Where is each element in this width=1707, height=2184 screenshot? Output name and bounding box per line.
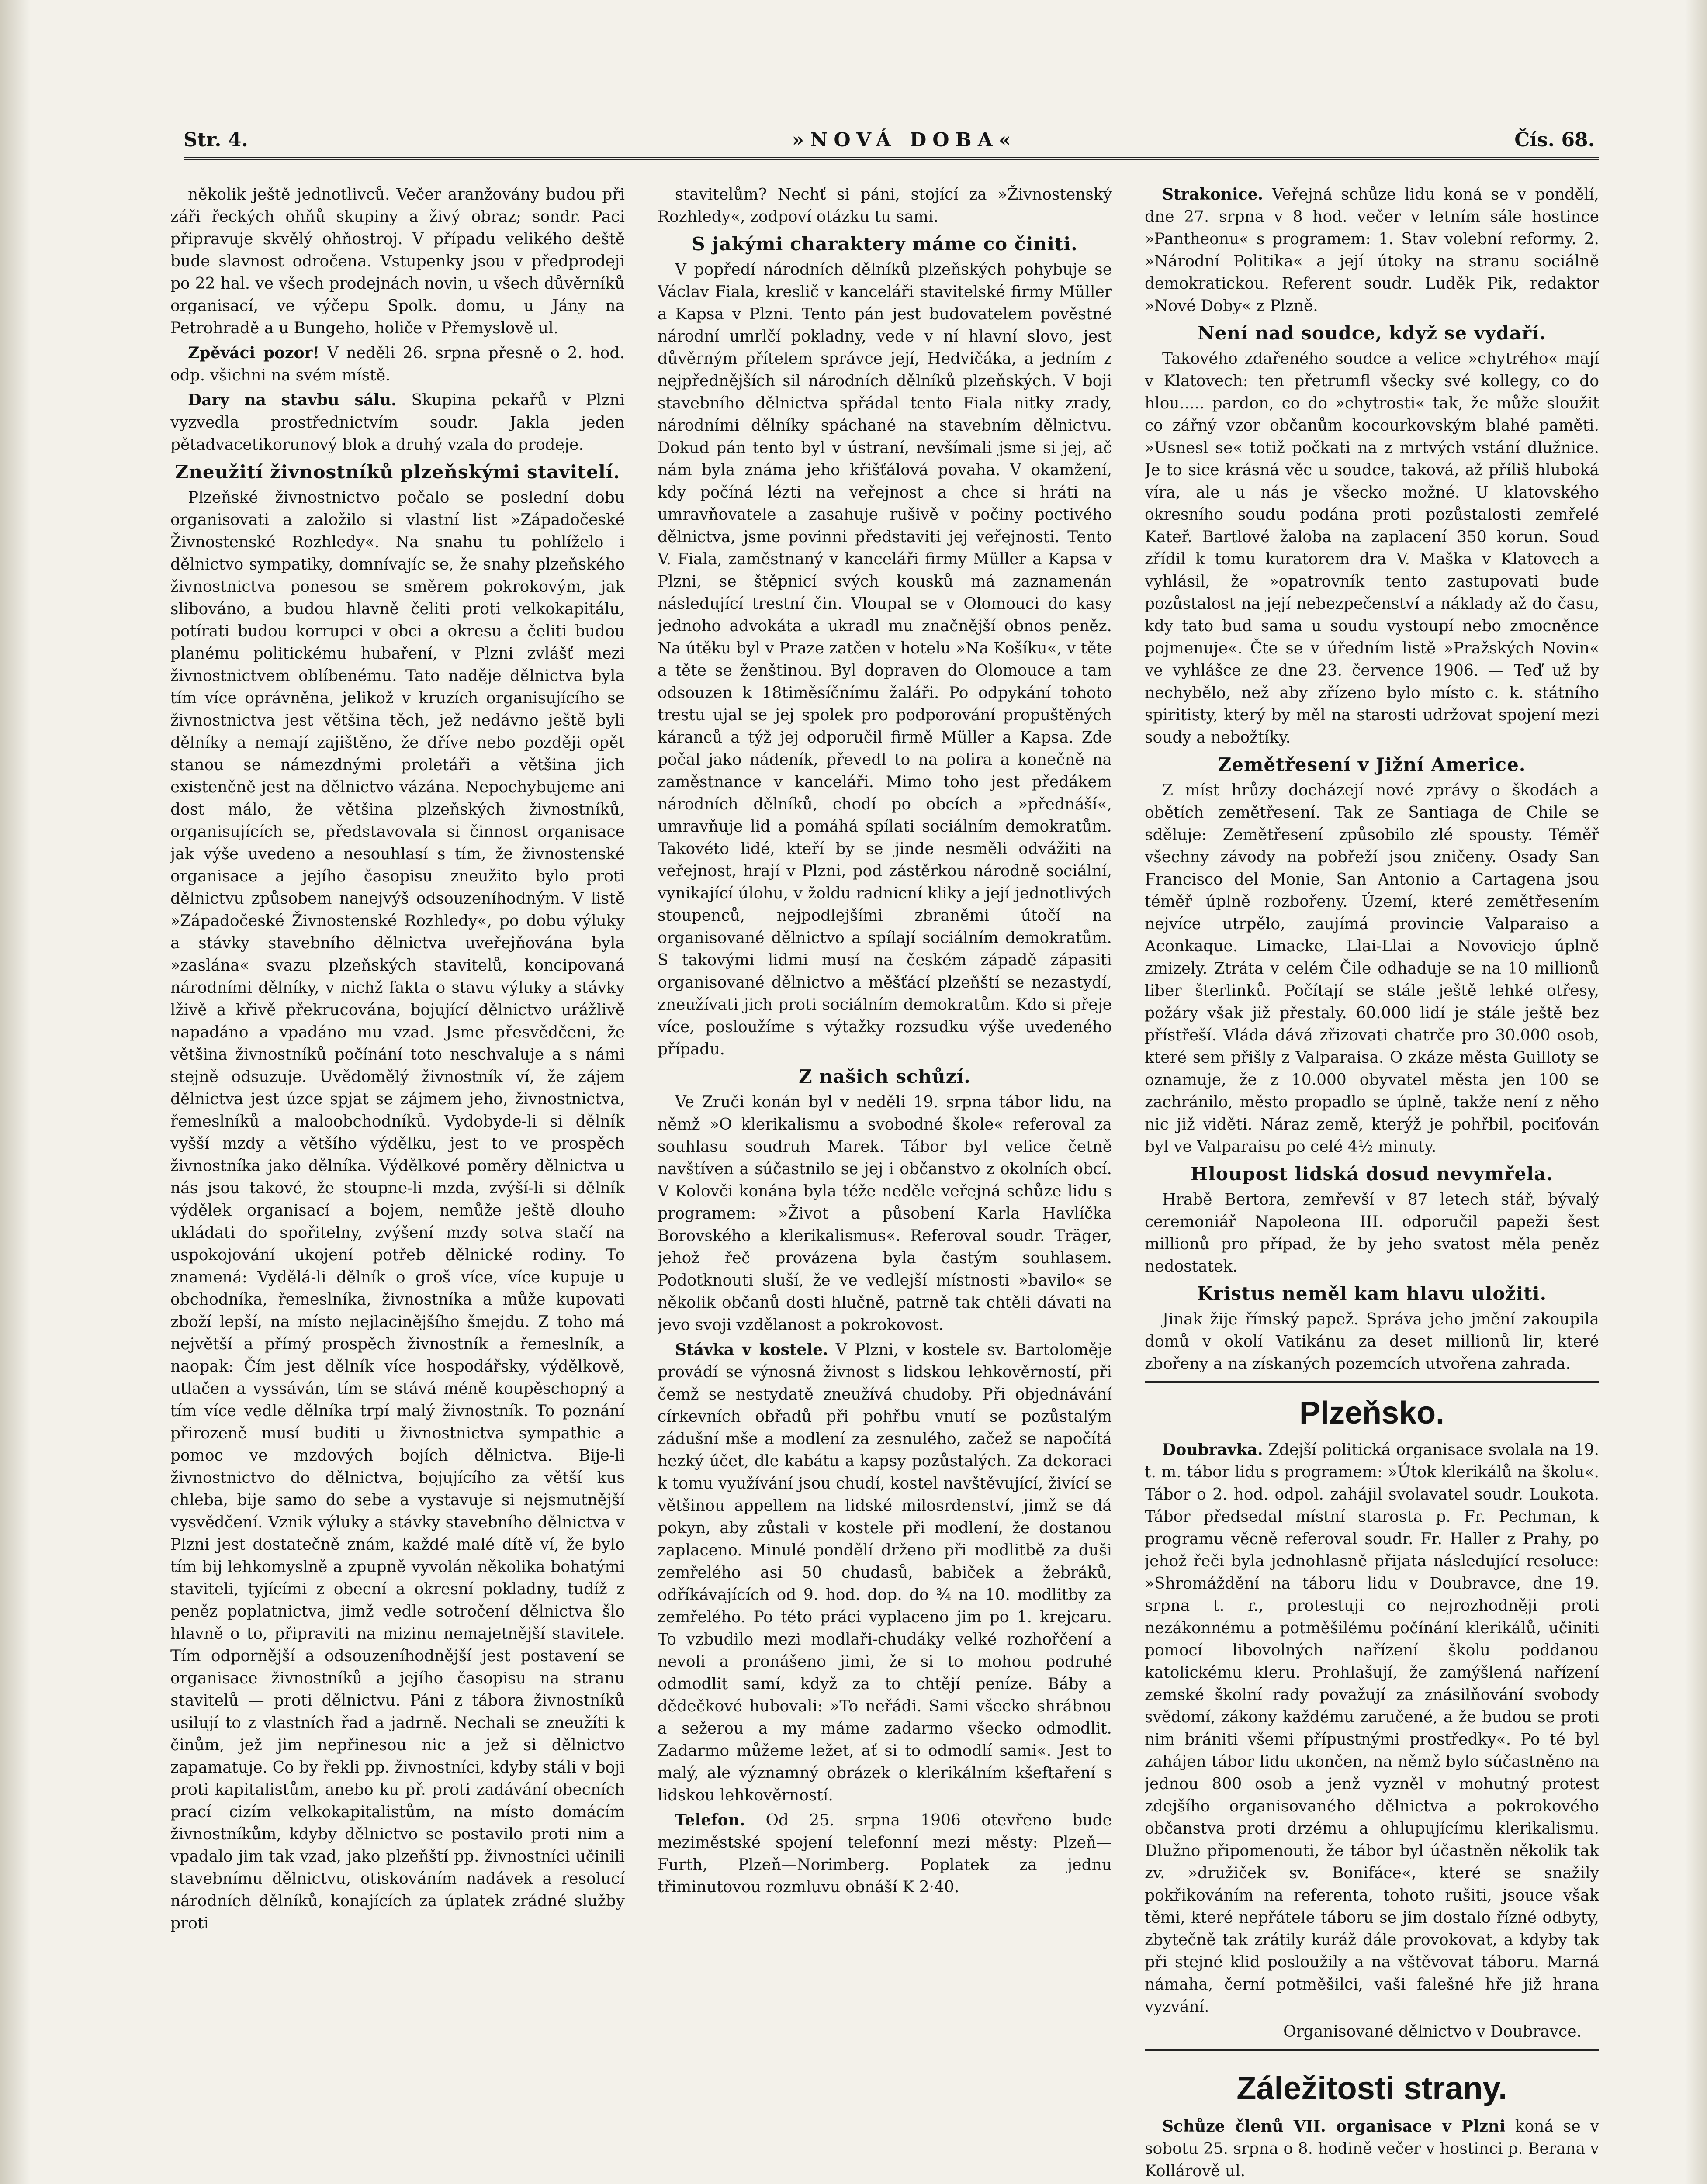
article-lead: Strakonice. bbox=[1162, 185, 1264, 204]
article-text: Skupina pekařů v Plzni vyzvedla prostřednictvím soudr. Jakla jeden pětadvacetikorunový blok a druhý vzala do prodeje. bbox=[170, 391, 625, 454]
article-paragraph bbox=[1145, 1439, 1599, 2018]
article-text: V neděli 26. srpna přesně o 2. hod. odp. všichni na svém místě. bbox=[170, 344, 625, 384]
column-2 bbox=[658, 183, 1112, 2184]
article-paragraph: Hrabě Bertora, zemřevší v 87 letech stář, bývalý ceremoniář Napoleona III. odporučil papeži šest millionů pro případ, že by jeho svatost měla peněz nedostatek. bbox=[1145, 1191, 1599, 1275]
issue-number: Čís. 68. bbox=[1514, 129, 1595, 151]
page-edge-shadow bbox=[0, 0, 31, 2184]
section-heading: Záležitosti strany. bbox=[1236, 2070, 1507, 2106]
article-lead: Dary na stavbu sálu. bbox=[188, 391, 397, 409]
article-headline: Kristus neměl kam hlavu uložiti. bbox=[1197, 1283, 1547, 1304]
article-paragraph bbox=[658, 1809, 1112, 1898]
article-lead: Schůze členů VII. organisace v Plzni bbox=[1162, 2117, 1506, 2136]
article-lead: Telefon. bbox=[675, 1811, 745, 1829]
page-number: Str. 4. bbox=[184, 129, 248, 151]
article-paragraph bbox=[1145, 183, 1599, 317]
article-lead: Zpěváci pozor! bbox=[188, 344, 320, 362]
section-rule bbox=[1145, 1381, 1599, 1383]
article-headline: Zneužití živnostníků plzeňskými stavitelí. bbox=[175, 461, 620, 483]
article-paragraph: stavitelům? Nechť si páni, stojící za »Živnostenský Rozhledy«, zodpoví otázku tu sami. bbox=[658, 186, 1112, 226]
article-lead: Doubravka. bbox=[1162, 1441, 1263, 1459]
article-paragraph bbox=[170, 389, 625, 456]
article-paragraph: Takového zdařeného soudce a velice »chytrého« mají v Klatovech: ten přetrumfl všecky své kollegy, co do hlou..... pardon, co do »chytrosti« tak, že může sloužit co zářný vzor občanům kocourkovským blahé paměti. »Usnesl se« totiž počkati na z mrtvých vstání dlužnice. Je to sice krásná věc u soudce, taková, až příliš hluboká víra, ale u nás je všecko možné. U klatovského okresního soudu podána proti pozůstalosti zemřelé Kateř. Bartlové žaloba na zaplacení 350 korun. Soud zřídil k tomu kuratorem dra V. Maška v Klatovech a vyhlásil, že »opatrovník tento zastupovati bude pozůstalost na její nebezpečenství a náklady až do času, kdy tato bud sama u soudu vystoupí nebo zmocněnce pojmenuje«. Čte se v úředním listě »Pražských Novin« ve vyhlášce ze dne 23. července 1906. — Teď už by nechybělo, než aby zřízeno bylo místo c. k. státního spiritisty, který by měl na starosti udržovat spojení mezi soudy a nebožtíky. bbox=[1145, 350, 1599, 746]
article-paragraph: Plzeňské živnostnictvo počalo se poslední dobu organisovati a založilo si vlastní list »Západočeské Živnostenské Rozhledy«. Na snahu tu pohlíželo i dělnictvo sympatiky, domnívajíc se, že snahy plzeňského živnostnictva ponesou se směrem pokrokovým, jak slibováno, a budou hlavně čeliti proti velkokapitálu, potírati budou korrupci v obci a okresu a čeliti budou planému politickému hubaření, v Plzni zvlášť mezi živnostnictvem oblíbenému. Tato naděje dělnictva byla tím více oprávněna, jelikož v kruzích organisujícího se živnostnictva jest většina těch, jež nedávno ještě byli dělníky a nemají zajištěno, že dříve nebo později opět stanou se námezdnými proletáři a většina jich existenčně jest na dělnictvo vázána. Nepochybujeme ani dost málo, že většina plzeňských živnostníků, organisujících se, představovala si činnost organisace jak výše uvedeno a nesouhlasí s tím, že živnostenské organisace a jejího časopisu zneužito bylo proti dělnictvu způsobem nanejvýš odsouzeníhodným. V listě »Západočeské Živnostenské Rozhledy«, po dobu výluky a stávky stavebního dělnictva uveřejňována byla »zaslána« svazu plzeňských stavitelů, koncipovaná národními dělníky, v nichž fakta o stavu výluky a stávky lživě a křivě překrucována, bojující dělnictvo urážlivě napadáno a vpadáno mu vzad. Jsme přesvědčeni, že většina živnostníků počínání toto neschvaluje a s námi stejně odsuzuje. Uvědomělý živnostník ví, že zájem dělnictva jest úzce spjat se zájmem jeho, živnostnictva, řemeslníků a maloobchodníků. Vydobyde-li si dělník vyšší mzdy a většího výdělku, jest to ve prospěch živnostníka jako dělníka. Výdělkové poměry dělnictva u nás jsou takové, že stoupne-li mzda, zvýší-li si dělník výdělek organisací a bojem, nemůže ještě dlouho ukládati do spořitelny, zvýšení mzdy sotva stačí na uspokojování ukojení potřeb dělnické rodiny. To znamená: Vydělá-li dělník o groš více, více kupuje u obchodníka, řemeslníka, živnostníka a může kupovati zboží lepší, na místo nejlacinějšího šmejdu. Z toho má největší a přímý prospěch živnostník a řemeslník, a naopak: Čím jest dělník více hospodářsky, výdělkově, utlačen a vyssáván, tím se stává méně koupěschopný a tím více vedle dělníka trpí malý živnostník. To poznání přirozeně musí buditi u živnostnictva sympathie a pomoc ve mzdových bojích dělnictva. Bije-li živnostnictvo do dělnictva, bojujícího za větší kus chleba, bije samo do sebe a vystavuje si nejsmutnější vysvědčení. Vznik výluky a stávky stavebního dělnictva v Plzni jest dostatečně znám, každé malé dítě ví, že bylo tím bij lehkomyslně a zpupně vyvolán několika bohatými staviteli, tyjícími z obecní a okresní pokladny, tudíž z peněz poplatnictva, jimž vedle sotročení dělnictva šlo hlavně o to, připraviti na mizinu nemajetnější stavitele. Tím odpornější a odsouzeníhodnější jest postavení se organisace živnostníků a jejího časopisu na stranu stavitelů — proti dělnictvu. Páni z tábora živnostníků usilují to z vlastních řad a jadrně. Nechali se zneužíti k činům, jež jim nepřinesou nic a jež si dělnictvo zapamatuje. Co by řekli pp. živnostníci, kdyby stáli v boji proti kapitalistům, anebo ku př. proti zadávání obecních prací cizím velkokapitalistům, na místo domácím živnostníkům, kdyby dělnictvo se postavilo proti nim a vpadalo jim tak vzad, jako plzeňští pp. živnostníci učinili stavebnímu dělnictvu, otiskováním nadávek a resolucí národních dělníků, konajících za úplatek zrádné služby proti bbox=[170, 489, 625, 1932]
article-paragraph: V popředí národních dělníků plzeňských pohybuje se Václav Fiala, kreslič v kanceláři stavitelské firmy Müller a Kapsa v Plzni. Tento pán jest budovatelem pověstné národní umrlčí pokladny, vede v ní hlavní slovo, jest důvěrným přítelem správce její, Hedvičáka, a jedním z nejpřednějších sil národních dělníků plzeňských. V boji stavebního dělnictva spřádal tento Fiala nitky zrady, národními dělníky spáchané na stavebním dělnictvu. Dokud pán tento byl v ústraní, nevšímali jsme si jej, ač nám byla známa jeho křišťálová povaha. V okamžení, kdy počíná lézti na veřejnost a chce si hráti na umravňovatele a zasahuje rušivě v počiny poctivého dělnictva, jsme povinni představiti jej veřejnosti. Tento V. Fiala, zaměstnaný v kanceláři firmy Müller a Kapsa v Plzni, se štěpnicí svých kousků má zaznamenán následující trestní čin. Vloupal se v Olomouci do kasy jednoho advokáta a ukradl mu značnější obnos peněz. Na útěku byl v Praze zatčen v hotelu »Na Košíku«, v těte a těte se ženštinou. Byl dopraven do Olomouce a tam odsouzen k 18timěsíčnímu žaláři. Po odpykání tohoto trestu ujal se jej spolek pro podporování propuštěných káranců a týž jej odporučil firmě Müller a Kapsa. Zde počal jako nádeník, převedl to na polira a konečně na zaměstnance v kanceláři. Mimo toho jest předákem národních dělníků, chodí po obcích a »přednáší«, umravňuje lid a pomáhá spílati sociálním demokratům. Takovéto lidé, kteří by se jinde nesměli odvážiti na veřejnost, hrají v Plzni, pod zástěrkou národně sociální, vynikající úlohu, v žoldu radnicní kliky a její jednotlivých stoupenců, nejpodlejšími zbraněmi útočí na organisované dělnictvo a spílají sociálním demokratům. S takovými lidmi musí na českém západě zápasiti organisované dělnictvo a měšťácí plzeňští se nezastydí, zneužívati jich proti sociálním demokratům. Kdo si přeje více, posloužíme s výtažky rozsudku výše uvedeného případu. bbox=[658, 261, 1112, 1058]
article-paragraph: několik ještě jednotlivců. Večer aranžovány budou při záři řeckých ohňů skupiny a živý obraz; sondr. Paci připravuje skvělý ohňostroj. V případu velikého deště bude slavnost odročena. Vstupenky jsou v předprodeji po 22 hal. ve všech prodejnách novin, u všech důvěrníků organisací, ve výčepu Spolk. domu, u Jány na Petrohradě a u Bungeho, holiče v Přemyslově ul. bbox=[170, 186, 625, 337]
article-paragraph bbox=[170, 342, 625, 387]
header-rule bbox=[184, 157, 1599, 160]
article-paragraph bbox=[1145, 2115, 1599, 2182]
article-headline: S jakými charaktery máme co činiti. bbox=[692, 233, 1078, 255]
page-edge-shadow bbox=[1685, 0, 1707, 2184]
article-paragraph: Jinak žije římský papež. Správa jeho jmění zakoupila domů v okolí Vatikánu za deset millionů lir, které zbořeny a na získaných pozemcích utvořena zahrada. bbox=[1145, 1310, 1599, 1373]
section-heading: Plzeňsko. bbox=[1299, 1396, 1445, 1431]
section-rule bbox=[1145, 2049, 1599, 2051]
column-1 bbox=[170, 183, 625, 2184]
article-paragraph bbox=[658, 1339, 1112, 1807]
article-headline: Hloupost lidská dosud nevymřela. bbox=[1191, 1163, 1553, 1185]
article-text: Zdejší politická organisace svolala na 19. t. m. tábor lidu s programem: »Útok klerikálů na školu«. Tábor o 2. hod. odpol. zahájil svolavatel soudr. Loukota. Tábor předsedal místní starosta p. Fr. Pechman, k programu věcně referoval soudr. Fr. Haller z Prahy, po jehož řeči byla jednohlasně přijata následující resoluce: »Shromáždění na táboru lidu v Doubravce, dne 19. srpna t. r., protestuji co nejrozhodněji proti nezákonnému a potměšilému počínání klerikálů, učiniti pomocí libovolných nařízení školu poddanou katolickému kleru. Prohlašují, že zamýšlená nařízení zemské školní rady považují za znásilňování svobody svědomí, zákony každému zaručené, a že budou se proti nim brániti všemi přípustnými prostředky«. Po té byl zahájen tábor lidu ukončen, na němž bylo súčastněno na jednou 800 osob a jenž vyzněl v mohutný protest zdejšího organisovaného dělnictva a pokrokového občanstva proti drzému a ohlupujícímu klerikalismu. Dlužno připomenouti, že tábor byl účastněn několik tak zv. »družiček sv. Bonifáce«, které se snažily pokřikováním na referenta, tohoto rušiti, jsouce však těmi, které nepřátele táboru se jim dostalo řízné odbyty, zbytečně tak zrátily kuráž dále provokovat, a kdyby tak při stejné klid posloužily a na vštěvovat táboru. Marná námaha, černí potměšilci, vaši falešné hře již hrana vyzvání. bbox=[1145, 1441, 1599, 2016]
article-lead: Stávka v kostele. bbox=[675, 1341, 828, 1359]
article-text: Veřejná schůze lidu koná se v pondělí, dne 27. srpna v 8 hod. večer v letním sále hostince »Pantheonu« s programem: 1. Stav volební reformy. 2. »Národní Politika« a její útoky na stranu sociálně demokratickou. Referent soudr. Luděk Pik, redaktor »Nové Doby« z Plzně. bbox=[1145, 186, 1599, 315]
column-3 bbox=[1145, 183, 1599, 2184]
article-headline: Zemětřesení v Jižní Americe. bbox=[1218, 754, 1526, 775]
article-text: V Plzni, v kostele sv. Bartoloměje provádí se výnosná živnost s lidskou lehkověrností, při čemž se nestydatě zneužívá chudoby. Při objednávání církevních obřadů při pohřbu vnutí se pozůstalým zádušní mše a modlení za zesnulého, začež se napočítá hezký účet, dle kabátu a kapsy pozůstalých. Za dekoraci k tomu využívání jsou chudí, kostel navštěvující, živící se většinou appellem na lidské milosrdenství, jimž se dá pokyn, aby zůstali v kostele při modlení, že dostanou zaplaceno. Minulé pondělí drženo při modlitbě za duši zemřelého asi 50 chudasů, babiček a žebráků, odříkávajících od 9. hod. dop. do ¾ na 10. modlitby za zemřelého. Po této práci vyplaceno jim po 1. krejcaru. To vzbudilo mezi modlaři-chudáky velké rozhořčení a nevoli a pronášeno jimi, že si to mohou podruhé odmodlit samí, když za to chtějí peníze. Báby a dědečkové hubovali: »To neřádi. Sami všecko shrábnou a sežerou a my máme zadarmo všecko odmodlit. Zadarmo můžeme ležet, ať si to odmodlí sami«. Jest to malý, ale významný obrázek o klerikálním kšeftaření s lidskou lehkověrností. bbox=[658, 1341, 1112, 1804]
article-headline: Z našich schůzí. bbox=[798, 1066, 971, 1087]
article-paragraph: Ve Zruči konán byl v neděli 19. srpna tábor lidu, na němž »O klerikalismu a svobodné škole« referoval za souhlasu soudruh Marek. Tábor byl velice četně navštíven a súčastnilo se jej i občanstvo z okolních obcí. V Kolovči konána byla téže neděle veřejná schůze lidu s programem: »Život a působení Karla Havlíčka Borovského a klerikalismus«. Referoval soudr. Träger, jehož řeč provázena byla častým souhlasem. Podotknouti sluší, že ve vedlejší místnosti »bavilo« se několik občanů dosti hlučně, patrně tak chtěli dávati na jevo svoji vzdělanost a pokrokovost. bbox=[658, 1093, 1112, 1334]
article-headline: Není nad soudce, když se vydaří. bbox=[1198, 322, 1546, 344]
article-signature: Organisované dělnictvo v Doubravce. bbox=[1283, 2023, 1582, 2041]
article-text: Od 25. srpna 1906 otevřeno bude meziměstské spojení telefonní mezi městy: Plzeň—Furth, Plzeň—Norimberg. Poplatek za jednu třiminutovou rozmluvu obnáší K 2·40. bbox=[658, 1811, 1112, 1896]
article-text: koná se v sobotu 25. srpna o 8. hodině večer v hostinci p. Berana v Kollárově ul. bbox=[1145, 2118, 1599, 2180]
newspaper-title: »NOVÁ DOBA« bbox=[792, 129, 1017, 151]
article-paragraph: Z míst hrůzy docházejí nové zprávy o škodách a obětích zemětřesení. Tak ze Santiaga de Chile se sděluje: Zemětřesení způsobilo zlé spousty. Téměř všechny závody na pobřeží jsou zničeny. Osady San Francisco del Monie, San Antonio a Cartagena jsou téměř úplně rozbořeny. Území, které zemětřesením nejvíce utrpělo, zaujímá provincie Valparaiso a Aconkaque. Limacke, Llai-Llai a Novoviejo úplně zmizely. Ztráta v celém Čile odhaduje se na 10 millionů liber šterlinků. Počítají se stále ještě lehké otřesy, požáry však již přestaly. 60.000 lidí je stále ještě bez přístřeší. Vláda dává zřizovati chatrče pro 30.000 osob, které sem přišly z Valparaisa. O zkáze města Guilloty se oznamuje, že z 10.000 obyvatel města jen 100 se zachránilo, město propadlo se úplně, takže není z něho nic již viděti. Náraz země, kterýž je pohřbil, pociťován byl ve Valparaisu po celé 4½ minuty. bbox=[1145, 781, 1599, 1156]
